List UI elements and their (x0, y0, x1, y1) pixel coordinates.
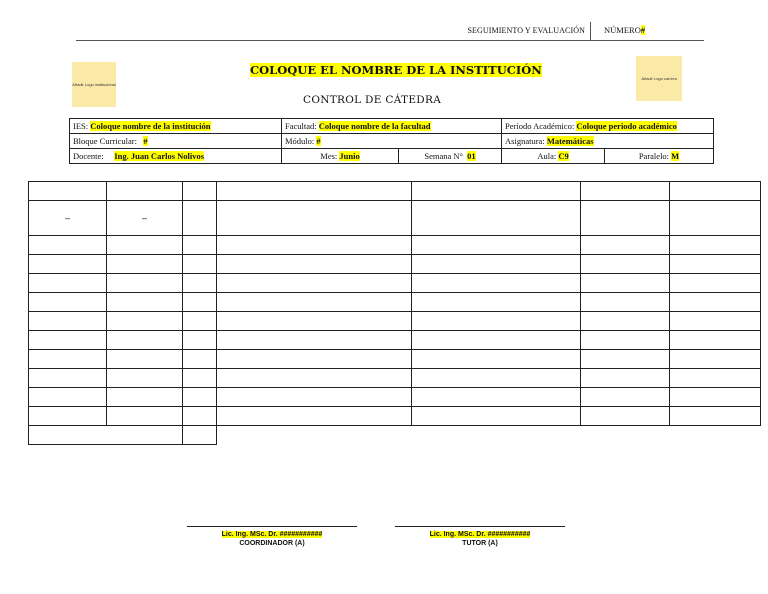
control-title: CONTROL DE CÁTEDRA (303, 94, 442, 106)
grid-cell[interactable] (29, 182, 107, 201)
grid-cell[interactable] (670, 182, 761, 201)
grid-cell[interactable] (29, 331, 107, 350)
numero-field (604, 25, 645, 35)
grid-cell-dash[interactable]: – (29, 201, 107, 236)
grid-row (29, 331, 761, 350)
semana-cell (399, 149, 502, 164)
grid-cell[interactable] (183, 388, 217, 407)
header-separator (590, 22, 591, 40)
grid-cell[interactable] (107, 293, 183, 312)
grid-row (29, 312, 761, 331)
modulo-value[interactable]: # (316, 136, 321, 146)
grid-cell[interactable] (670, 331, 761, 350)
grid-cell[interactable] (670, 407, 761, 426)
mes-label: Mes: (320, 151, 338, 161)
grid-cell[interactable] (670, 274, 761, 293)
grid-cell[interactable] (183, 350, 217, 369)
signature-line (187, 526, 357, 527)
grid-row (29, 182, 761, 201)
grid-cell[interactable] (107, 407, 183, 426)
grid-cell[interactable] (107, 255, 183, 274)
grid-cell[interactable] (29, 236, 107, 255)
mes-value[interactable]: Junio (339, 151, 360, 161)
mes-cell (282, 149, 399, 164)
paralelo-cell (605, 149, 714, 164)
bloque-cell (70, 134, 282, 149)
grid-cell[interactable] (670, 255, 761, 274)
tutor-name[interactable]: Lic. Ing. MSc. Dr. ########### (429, 531, 531, 538)
grid-cell[interactable] (217, 274, 412, 293)
numero-value[interactable]: # (640, 25, 646, 35)
semana-label: Semana N° (424, 151, 463, 161)
grid-cell[interactable] (581, 350, 670, 369)
grid-row (29, 350, 761, 369)
grid-cell-dash[interactable]: – (107, 201, 183, 236)
grid-cell[interactable] (412, 236, 581, 255)
aula-value[interactable]: C9 (558, 151, 569, 161)
grid-cell[interactable] (670, 201, 761, 236)
modulo-cell (282, 134, 502, 149)
logo-institucional-text: Añadir Logo institucional (72, 82, 116, 87)
grid-cell[interactable] (107, 388, 183, 407)
grid-row (29, 293, 761, 312)
aula-label: Aula: (537, 151, 557, 161)
grid-cell[interactable] (581, 369, 670, 388)
asignatura-label: Asignatura: (505, 136, 545, 146)
tutor-role: TUTOR (A) (462, 540, 498, 547)
grid-cell[interactable] (29, 350, 107, 369)
grid-cell[interactable] (581, 388, 670, 407)
grid-cell[interactable] (581, 407, 670, 426)
control-grid (28, 181, 761, 445)
grid-cell[interactable] (107, 369, 183, 388)
ies-cell (70, 119, 282, 134)
grid-cell[interactable] (412, 201, 581, 236)
grid-cell[interactable] (29, 407, 107, 426)
docente-value[interactable]: Ing. Juan Carlos Nolivos (114, 151, 205, 161)
grid-cell[interactable] (183, 312, 217, 331)
facultad-cell (282, 119, 502, 134)
coordinador-role: COORDINADOR (A) (239, 540, 305, 547)
institution-title[interactable]: COLOQUE EL NOMBRE DE LA INSTITUCIÓN (250, 63, 542, 77)
grid-cell[interactable] (412, 312, 581, 331)
grid-row (29, 274, 761, 293)
info-row (70, 149, 714, 164)
aula-cell (502, 149, 605, 164)
grid-cell[interactable] (183, 274, 217, 293)
logo-carrera-placeholder[interactable] (636, 56, 682, 101)
grid-cell[interactable] (183, 236, 217, 255)
semana-value[interactable]: 01 (467, 151, 476, 161)
grid-cell[interactable] (412, 255, 581, 274)
grid-cell[interactable] (670, 312, 761, 331)
grid-cell[interactable] (29, 369, 107, 388)
seguimiento-label: SEGUIMIENTO Y EVALUACIÓN (467, 26, 585, 35)
grid-cell[interactable] (183, 182, 217, 201)
grid-cell[interactable] (183, 369, 217, 388)
grid-cell[interactable] (412, 274, 581, 293)
grid-cell[interactable] (107, 350, 183, 369)
grid-cell[interactable] (217, 255, 412, 274)
header-rule (76, 40, 704, 41)
grid-cell[interactable] (183, 293, 217, 312)
grid-row (29, 426, 761, 445)
ies-value[interactable]: Coloque nombre de la institución (90, 121, 211, 131)
grid-cell[interactable] (581, 255, 670, 274)
grid-cell[interactable] (412, 182, 581, 201)
grid-cell[interactable] (107, 312, 183, 331)
grid-cell[interactable] (107, 331, 183, 350)
info-row (70, 134, 714, 149)
grid-cell[interactable] (183, 407, 217, 426)
grid-row (29, 236, 761, 255)
grid-cell[interactable] (217, 331, 412, 350)
grid-cell[interactable] (217, 407, 412, 426)
grid-cell[interactable] (670, 350, 761, 369)
bloque-value[interactable]: # (143, 136, 148, 146)
grid-cell[interactable] (183, 201, 217, 236)
logo-carrera-text: Añadir Logo carrera (641, 76, 677, 81)
grid-cell[interactable] (217, 293, 412, 312)
grid-cell[interactable] (670, 293, 761, 312)
bloque-label: Bloque Curricular: (73, 136, 137, 146)
logo-institucional-placeholder[interactable] (72, 62, 116, 107)
modulo-label: Módulo: (285, 136, 315, 146)
grid-cell[interactable] (217, 201, 412, 236)
signature-line (395, 526, 565, 527)
grid-row (29, 255, 761, 274)
grid-row (29, 369, 761, 388)
grid-cell[interactable] (183, 426, 217, 445)
grid-cell[interactable] (107, 274, 183, 293)
signature-coordinador (187, 526, 357, 548)
grid-cell[interactable] (217, 182, 412, 201)
grid-cell[interactable] (670, 369, 761, 388)
grid-cell[interactable] (412, 293, 581, 312)
grid-cell[interactable] (581, 293, 670, 312)
grid-row (29, 201, 761, 236)
docente-cell (70, 149, 282, 164)
paralelo-value[interactable]: M (671, 151, 680, 161)
grid-cell[interactable] (29, 293, 107, 312)
grid-cell[interactable] (217, 388, 412, 407)
grid-cell[interactable] (412, 407, 581, 426)
grid-cell[interactable] (581, 274, 670, 293)
periodo-value[interactable]: Coloque periodo académico (576, 121, 677, 131)
grid-cell[interactable] (183, 331, 217, 350)
info-table (69, 118, 714, 164)
grid-cell[interactable] (217, 312, 412, 331)
grid-cell[interactable] (412, 369, 581, 388)
periodo-cell (502, 119, 714, 134)
paralelo-label: Paralelo: (638, 151, 670, 161)
grid-cell[interactable] (29, 426, 183, 445)
grid-cell[interactable] (670, 388, 761, 407)
asignatura-cell (502, 134, 714, 149)
grid-cell[interactable] (581, 201, 670, 236)
grid-cell[interactable] (412, 350, 581, 369)
grid-cell[interactable] (670, 236, 761, 255)
grid-cell[interactable] (107, 236, 183, 255)
numero-label: NÚMERO (604, 25, 641, 35)
facultad-value[interactable]: Coloque nombre de la facultad (318, 121, 431, 131)
grid-cell[interactable] (29, 274, 107, 293)
grid-cell[interactable] (29, 312, 107, 331)
coordinador-name[interactable]: Lic. Ing. MSc. Dr. ########### (221, 531, 323, 538)
info-row (70, 119, 714, 134)
grid-cell[interactable] (581, 312, 670, 331)
grid-cell[interactable] (412, 331, 581, 350)
grid-cell[interactable] (217, 369, 412, 388)
grid-row (29, 407, 761, 426)
grid-cell[interactable] (29, 255, 107, 274)
grid-row (29, 388, 761, 407)
grid-cell[interactable] (581, 182, 670, 201)
grid-cell[interactable] (581, 236, 670, 255)
docente-label: Docente: (73, 151, 104, 161)
grid-cell[interactable] (217, 236, 412, 255)
grid-cell[interactable] (217, 350, 412, 369)
grid-cell[interactable] (581, 331, 670, 350)
facultad-label: Facultad: (285, 121, 317, 131)
ies-label: IES: (73, 121, 89, 131)
grid-cell[interactable] (29, 388, 107, 407)
periodo-label: Período Académico: (505, 121, 575, 131)
grid-cell[interactable] (183, 255, 217, 274)
signature-tutor (395, 526, 565, 548)
grid-cell[interactable] (412, 388, 581, 407)
asignatura-value[interactable]: Matemáticas (546, 136, 594, 146)
grid-cell (217, 426, 761, 445)
grid-cell[interactable] (107, 182, 183, 201)
